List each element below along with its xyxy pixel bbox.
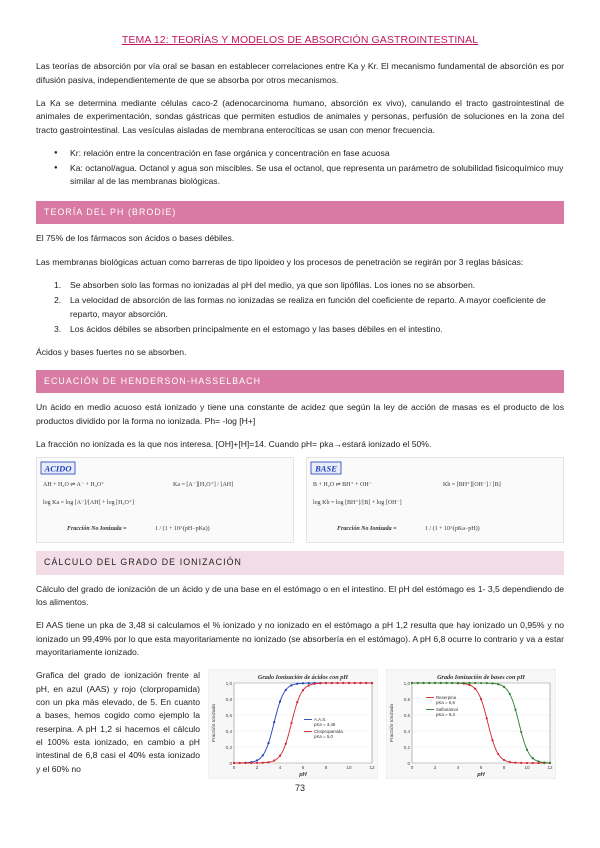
series-point	[285, 689, 287, 691]
series-point	[348, 682, 350, 684]
series-point	[468, 682, 470, 684]
series-point	[359, 682, 361, 684]
series-point	[285, 743, 287, 745]
acid-fraction: 1 / (1 + 10^(pH−pKa))	[155, 526, 210, 533]
definition-list	[58, 147, 564, 189]
series-point	[491, 683, 493, 685]
rule-number: 1.	[54, 280, 62, 291]
series-point	[302, 690, 304, 692]
series-point	[273, 760, 275, 762]
series-point	[486, 682, 488, 684]
series-point	[244, 762, 246, 764]
series-point	[532, 762, 534, 764]
series-point	[296, 701, 298, 703]
series-point	[480, 698, 482, 700]
series-point	[532, 757, 534, 759]
base-log: log Kb = log [BH⁺]/[B] + log [OH⁻]	[313, 500, 402, 507]
series-point	[308, 685, 310, 687]
series-point	[308, 682, 310, 684]
series-point	[262, 755, 264, 757]
series-point	[256, 760, 258, 762]
y-tick-label: 0,2	[225, 745, 232, 751]
y-axis-label: Fracción Ionizada	[212, 704, 217, 743]
series-point	[256, 762, 258, 764]
series-point	[331, 682, 333, 684]
y-tick-label: 0,8	[403, 697, 410, 703]
legend-entry: A.A.S.	[314, 717, 327, 723]
bullet-kr: ● Kr: relación entre la concentración en fase orgánica y concentración en fase acuosa	[58, 147, 564, 160]
series-point	[290, 685, 292, 687]
series-point	[279, 755, 281, 757]
x-axis-label: pH	[477, 772, 485, 779]
rule-text: La velocidad de absorción de las formas no ionizadas se realiza en función del coeficiente de reparto. A mayor coeficiente de reparto, mayor absorción.	[70, 295, 546, 319]
series-point	[434, 682, 436, 684]
ionizacion-paragraph-2: El AAS tiene un pka de 3,48 si calculamos el % ionizado y no ionizado en el estómago a pH 1,2 resulta que hay ionizado un 0,95% y no ionizado un 99,49% por lo que esta mayoritariamente no ionizado (se absorbería en el estómago). A pH 6,8 ocurre lo contrario y va a estar mayoritariamente ionizado.	[36, 620, 564, 658]
y-axis-label: Fracción Ionizada	[390, 704, 395, 743]
series-point	[267, 761, 269, 763]
page-title: TEMA 12: TEORÍAS Y MODELOS DE ABSORCIÓN GASTROINTESTINAL	[121, 34, 479, 46]
series-point	[267, 742, 269, 744]
x-tick-label: 0	[410, 765, 414, 771]
series-point	[417, 682, 419, 684]
legend-entry: Reserpina	[436, 695, 457, 701]
y-tick-label: 0,4	[403, 729, 410, 735]
series-point	[365, 682, 367, 684]
series-point	[474, 688, 476, 690]
series-point	[354, 682, 356, 684]
x-tick-label: 6	[479, 765, 483, 771]
y-tick-label: 0,6	[403, 713, 410, 719]
rules-list	[54, 279, 564, 336]
rule-number: 3.	[54, 323, 62, 334]
series-point	[480, 682, 482, 684]
x-tick-label: 6	[301, 765, 305, 771]
legend-entry-pka: pKa = 5,0	[314, 734, 333, 740]
charts-container	[208, 669, 564, 779]
intro-paragraph-1: Las teorías de absorción por vía oral se basan en establecer correlaciones entre Ka y Kr. El mecanismo fundamental de absorción es por difusión pasiva, independientemente de que se absorba por otros mecanismos.	[36, 61, 564, 85]
legend-entry-pka: pKa = 3,48	[314, 722, 336, 728]
base-fraction: 1 / (1 + 10^(pKa−pH))	[425, 526, 480, 533]
series-point	[279, 701, 281, 703]
x-tick-label: 10	[524, 765, 530, 771]
series-point	[451, 682, 453, 684]
base-label: BASE	[315, 463, 337, 474]
x-tick-label: 2	[433, 765, 437, 771]
series-point	[474, 682, 476, 684]
base-fraction-label: Fracción No Ionizada =	[337, 526, 397, 533]
plot-area	[234, 683, 372, 763]
series-point	[302, 682, 304, 684]
series-point	[491, 739, 493, 741]
acid-fraction-label: Fracción No Ionizada =	[67, 526, 127, 533]
series-point	[514, 762, 516, 764]
series-point	[239, 762, 241, 764]
x-tick-label: 2	[255, 765, 259, 771]
series-point	[313, 683, 315, 685]
series-point	[233, 762, 235, 764]
section-heading-henderson: ECUACIÓN DE HENDERSON-HASSELBACH	[36, 370, 564, 394]
acid-ionization-chart	[208, 669, 378, 779]
x-tick-label: 12	[547, 765, 553, 771]
series-point	[526, 762, 528, 764]
y-tick-label: 0,4	[225, 729, 232, 735]
rule-text: Los ácidos débiles se absorben principalmente en el estomago y las bases débiles en el intestino.	[70, 323, 443, 334]
series-point	[250, 762, 252, 764]
base-kb: Kb = [BH⁺][OH⁻] / [B]	[443, 482, 501, 489]
y-tick-label: 0,6	[225, 713, 232, 719]
rule-text: Se absorben solo las formas no ionizadas al pH del medio, ya que son lipófilas. Los iones no se absorben.	[70, 280, 476, 291]
y-tick-label: 0	[229, 761, 232, 767]
chart-title: Grado Ionización de ácidos con pH	[257, 674, 349, 682]
acid-formula-figure	[37, 458, 295, 544]
brodie-paragraph-2: Las membranas biológicas actuan como barreras de tipo lipoideo y los procesos de penetración se regirán por 3 reglas básicas:	[36, 256, 524, 267]
y-tick-label: 1,0	[225, 681, 232, 687]
series-point	[445, 682, 447, 684]
series-point	[273, 721, 275, 723]
y-tick-label: 0	[407, 761, 410, 767]
legend-entry-pka: pKa = 6,6	[436, 700, 455, 706]
series-point	[457, 682, 459, 684]
rule-item	[54, 294, 564, 321]
series-point	[509, 761, 511, 763]
chart-title: Grado Ionización de bases con pH	[437, 674, 525, 682]
series-point	[526, 749, 528, 751]
henderson-paragraph-2: La fracción no ionizada es la que nos interesa. [OH]+[H]=14. Cuando pH= pka→estará ionizado el 50%.	[36, 438, 432, 449]
series-point	[336, 682, 338, 684]
y-tick-label: 0,8	[225, 697, 232, 703]
series-point	[371, 682, 373, 684]
series-point	[497, 753, 499, 755]
x-axis-label: pH	[299, 772, 307, 779]
rule-item	[54, 323, 564, 336]
grafica-section	[36, 669, 564, 779]
plot-area	[412, 683, 550, 763]
formula-row	[36, 457, 564, 543]
legend-entry: Salbutamol	[436, 707, 458, 713]
brodie-paragraph-1: El 75% de los fármacos son ácidos o bases débiles.	[36, 233, 235, 244]
page-number: 73	[294, 783, 305, 793]
series-point	[520, 762, 522, 764]
henderson-paragraph-1: Un ácido en medio acuoso está ionizado y tiene una constante de acidez que según la ley de acción de masas es el producto de los productos dividido por la forma no ionizada. Ph= -log [H+]	[36, 402, 564, 426]
brodie-paragraph-3: Ácidos y bases fuertes no se absorben.	[36, 347, 187, 358]
series-point	[290, 722, 292, 724]
intro-paragraph-2: La Ka se determina mediante células caco-2 (adenocarcinoma humano, absorción ex vivo), canulando el tracto gastrointestinal de animales de experimentación, sondas gástricas que permiten estudios de animales y personas, perfusión de soluciones en la zona del tracto gastrointestinal. Las vesículas aisladas de membrana enterocíticas se usan con menor frecuencia.	[36, 97, 564, 135]
x-tick-label: 0	[232, 765, 236, 771]
legend-entry: Clorpropamida	[314, 729, 343, 735]
acid-label: ACIDO	[44, 463, 72, 474]
series-point	[520, 731, 522, 733]
y-tick-label: 0,2	[403, 745, 410, 751]
x-tick-label: 8	[324, 765, 328, 771]
base-equation: B + H₂O ⇌ BH⁺ + OH⁻	[313, 482, 372, 489]
series-point	[325, 682, 327, 684]
series-point	[319, 682, 321, 684]
acid-formula-box	[36, 457, 294, 543]
series-point	[342, 682, 344, 684]
series-point	[514, 709, 516, 711]
series-point	[422, 682, 424, 684]
series-point	[543, 762, 545, 764]
base-formula-box	[306, 457, 564, 543]
x-tick-label: 4	[456, 765, 460, 771]
series-point	[440, 682, 442, 684]
acid-ka: Ka = [A⁻][H₃O⁺] / [AH]	[173, 482, 234, 489]
series-point	[296, 683, 298, 685]
series-point	[468, 684, 470, 686]
acid-equation: AH + H₂O ⇌ A⁻ + H₃O⁺	[43, 482, 105, 489]
base-ionization-chart	[386, 669, 556, 779]
x-tick-label: 12	[369, 765, 375, 771]
x-tick-label: 8	[502, 765, 506, 771]
series-point	[411, 682, 413, 684]
series-point	[262, 762, 264, 764]
rule-item	[54, 279, 564, 292]
series-point	[463, 682, 465, 684]
legend-entry-pka: pKa = 9,3	[436, 712, 455, 718]
series-point	[549, 762, 551, 764]
x-tick-label: 10	[346, 765, 352, 771]
base-formula-figure	[307, 458, 565, 544]
series-point	[503, 759, 505, 761]
bullet-ka: ● Ka: octanol/agua. Octanol y agua son miscibles. Se usa el octanol, que representa un parámetro de solubilidad fisicoquímico muy similar al de las membranas biológicas.	[58, 162, 564, 189]
series-point	[486, 718, 488, 720]
series-point	[503, 686, 505, 688]
y-tick-label: 1,0	[403, 681, 410, 687]
section-heading-brodie: TEORÍA DEL PH (BRODIE)	[36, 201, 564, 225]
section-heading-ionizacion: CÁLCULO DEL GRADO DE IONIZACIÓN	[36, 551, 564, 575]
x-tick-label: 4	[278, 765, 282, 771]
series-point	[428, 682, 430, 684]
series-point	[497, 683, 499, 685]
ionizacion-paragraph-1: Cálculo del grado de ionización de un ácido y de una base en el estómago o en el intestino. El pH del estómago es 1- 3,5 dependiendo de los alimentos.	[36, 583, 564, 608]
rule-number: 2.	[54, 295, 62, 306]
series-point	[537, 761, 539, 763]
series-point	[509, 693, 511, 695]
ionizacion-paragraph-3: Grafica del grado de ionización frente al pH, en azul (AAS) y rojo (clorpropamida) con un pka más elevado, de 5. En cuanto a bases, hemos cogido como ejemplo la reserpina. A pH 1,2 si hacemos el cálculo el 100% esta ionizado, en cambio a pH intestinal de 6,8 casi el 40% esta ionizado y el 60% no	[36, 670, 200, 774]
acid-log: log Ka = log [A⁻]/[AH] + log [H₃O⁺]	[43, 500, 135, 507]
